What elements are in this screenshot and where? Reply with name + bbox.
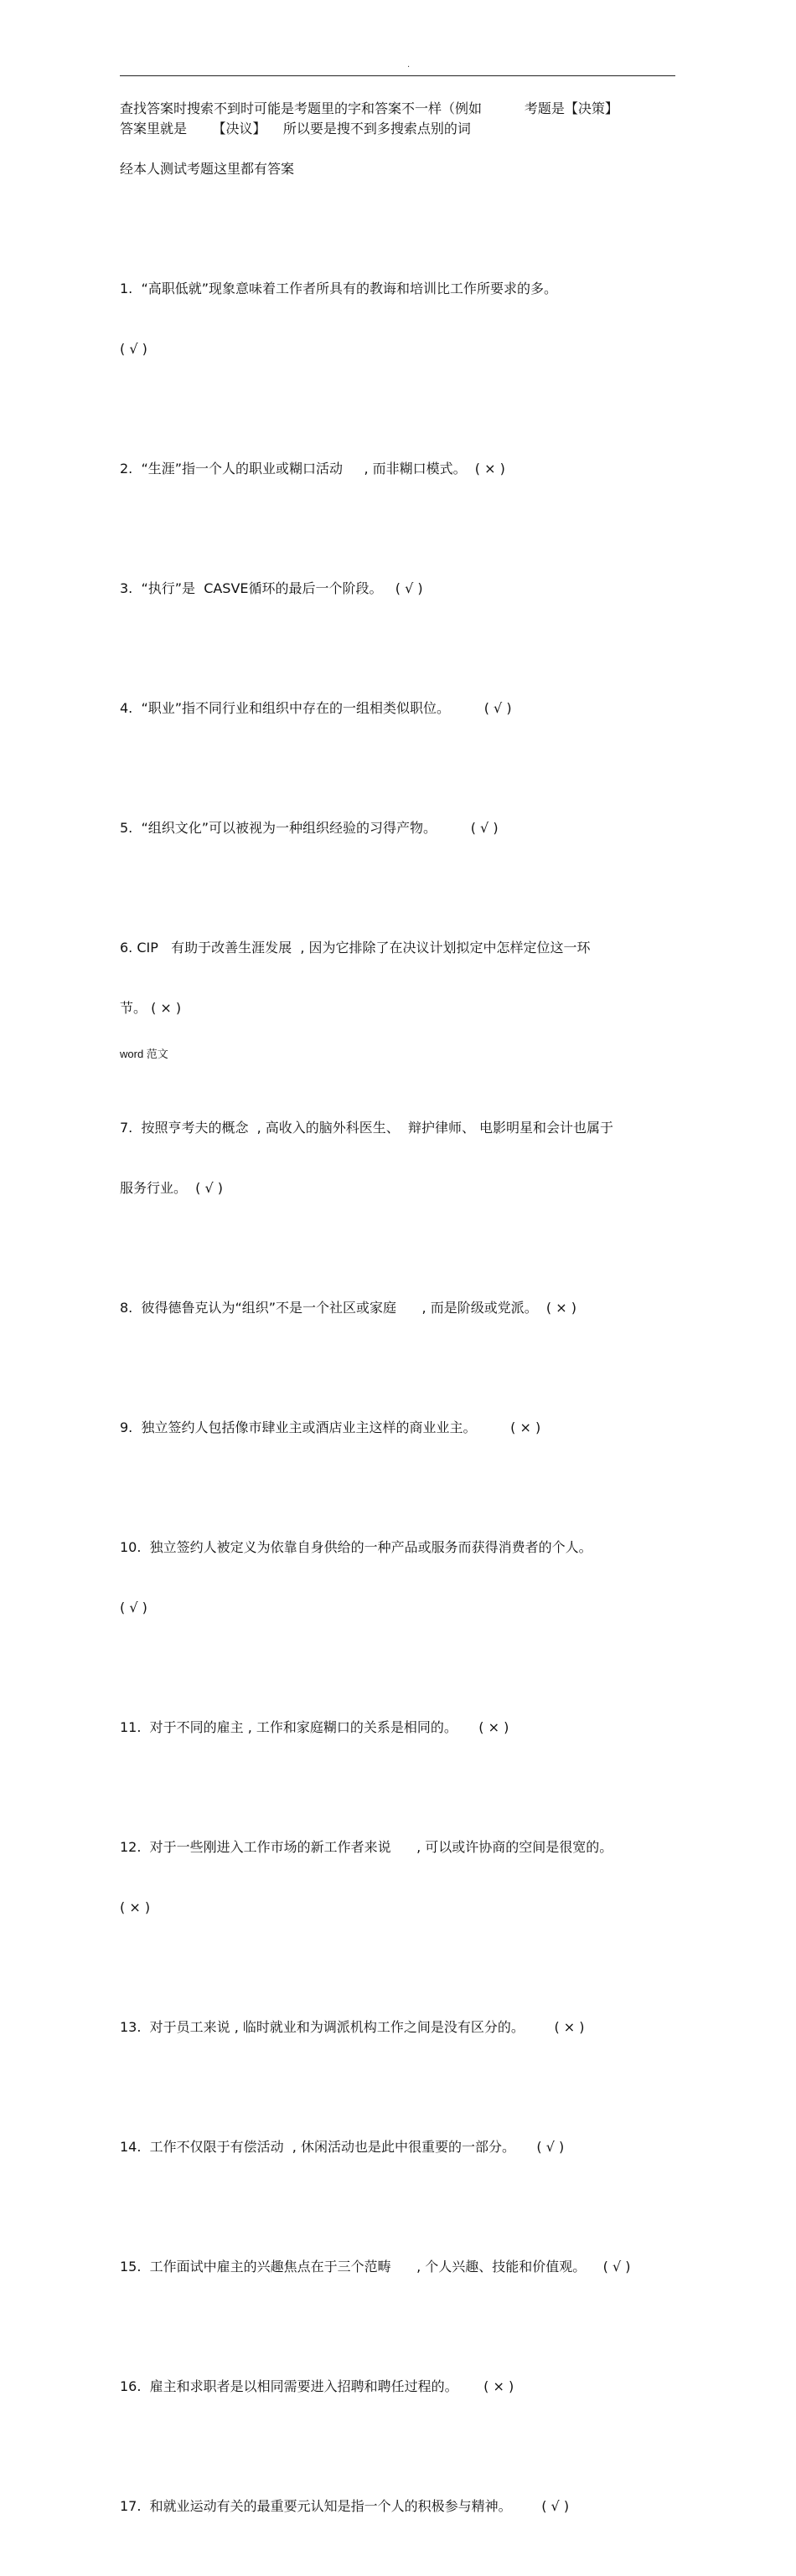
question-item [120, 1977, 690, 2078]
question-line: ( √ ) [120, 341, 147, 357]
question-line: 节。 ( × ) [120, 1000, 182, 1016]
question-item [120, 239, 690, 399]
question-line: ( × ) [120, 1899, 151, 1915]
intro-note: 经本人测试考题这里都有答案 [120, 161, 295, 177]
question-line: 14. 工作不仅限于有偿活动 , 休闲活动也是此中很重要的一部分。 ( √ ) [120, 2139, 565, 2155]
question-line: 16. 雇主和求职者是以相同需要进入招聘和聘任过程的。 ( × ) [120, 2378, 514, 2394]
question-item [120, 2097, 690, 2197]
question-line: 服务行业。 ( √ ) [120, 1180, 224, 1196]
header-mark: . [407, 60, 411, 70]
question-line: 3. “执行”是 CASVE循环的最后一个阶段。 ( √ ) [120, 580, 423, 596]
intro-paragraph [120, 99, 675, 139]
question-item [120, 2456, 690, 2557]
question-line: 5. “组织文化”可以被视为一种组织经验的习得产物。 ( √ ) [120, 820, 499, 836]
question-line: 12. 对于一些刚进入工作市场的新工作者来说 , 可以或许协商的空间是很宽的。 [120, 1839, 613, 1855]
question-item [120, 1797, 690, 1958]
question-line: 4. “职业”指不同行业和组织中存在的一组相类似职位。 ( √ ) [120, 700, 512, 716]
question-line: 17. 和就业运动有关的最重要元认知是指一个人的积极参与精神。 ( √ ) [120, 2498, 570, 2514]
header-rule [120, 75, 675, 76]
question-list [120, 239, 690, 2576]
question-item [120, 1378, 690, 1478]
question-item [120, 2336, 690, 2437]
intro-line: 查找答案时搜索不到时可能是考题里的字和答案不一样（例如 考题是【决策】 [120, 100, 618, 116]
question-item [120, 898, 690, 1059]
footer-label: word 范文 [120, 1048, 168, 1060]
question-line: 6. CIP 有助于改善生涯发展 , 因为它排除了在决议计划拟定中怎样定位这一环 [120, 940, 591, 956]
question-item [120, 419, 690, 519]
intro-line: 答案里就是 【决议】 所以要是搜不到多搜索点别的词 [120, 121, 471, 137]
question-item [120, 2217, 690, 2317]
question-line: 10. 独立签约人被定义为依靠自身供给的一种产品或服务而获得消费者的个人。 [120, 1539, 592, 1555]
question-item [120, 1497, 690, 1658]
question-line: 15. 工作面试中雇主的兴趣焦点在于三个范畴 , 个人兴趣、技能和价值观。 ( √ ) [120, 2259, 631, 2275]
question-line: 11. 对于不同的雇主 , 工作和家庭糊口的关系是相同的。 ( × ) [120, 1719, 509, 1735]
question-line: 9. 独立签约人包括像市肆业主或酒店业主这样的商业业主。 ( × ) [120, 1419, 541, 1435]
question-item [120, 538, 690, 639]
question-item [120, 1078, 690, 1239]
question-item [120, 658, 690, 759]
question-line: 2. “生涯”指一个人的职业或糊口活动 , 而非糊口模式。 ( × ) [120, 461, 505, 477]
question-line: ( √ ) [120, 1600, 147, 1615]
question-item [120, 1677, 690, 1778]
question-item [120, 778, 690, 878]
question-line: 1. “高职低就”现象意味着工作者所具有的教诲和培训比工作所要求的多。 [120, 281, 558, 296]
question-line: 13. 对于员工来说 , 临时就业和为调派机构工作之间是没有区分的。 ( × ) [120, 2019, 585, 2035]
question-line: 8. 彼得德鲁克认为“组织”不是一个社区或家庭 , 而是阶级或党派。 ( × ) [120, 1300, 576, 1316]
question-line: 7. 按照亨考夫的概念 , 高收入的脑外科医生、 辩护律师、 电影明星和会计也属于 [120, 1120, 614, 1136]
question-item [120, 1258, 690, 1358]
